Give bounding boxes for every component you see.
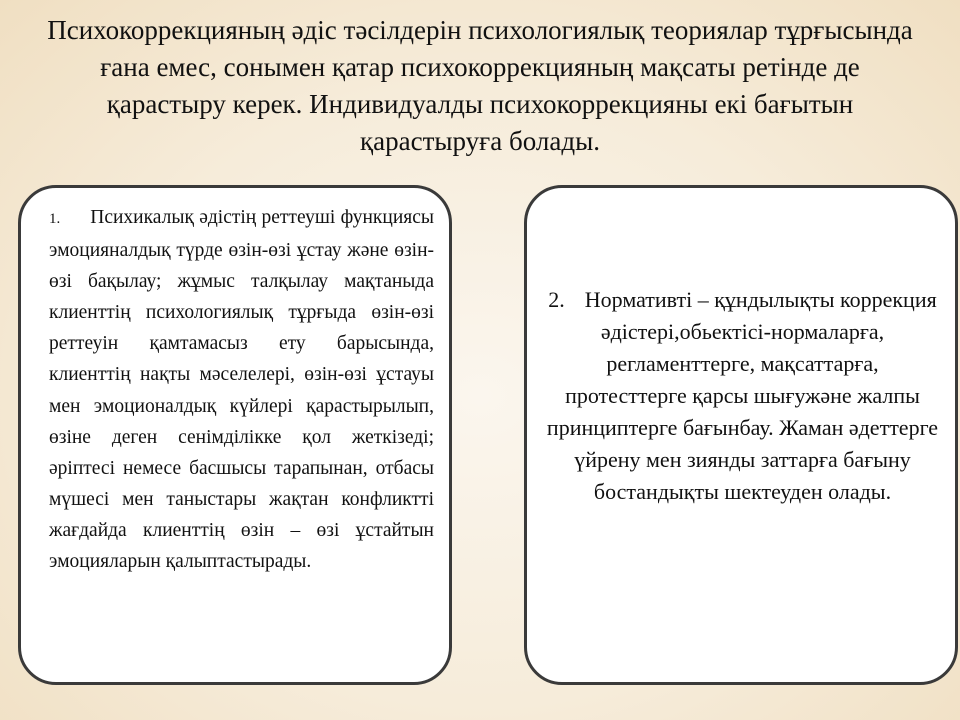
left-card-number: 1. xyxy=(49,211,61,227)
right-card xyxy=(524,185,958,685)
right-card-text: Нормативті – құндылықты коррекция әдістері,обьектісі-нормаларға, регламенттерге, мақсаттарға, протесттерге қарсы шығужәне жалпы принциптерге бағынбау. Жаман әдеттерге үйрену мен зиянды заттарға бағыну бостандықты шектеуден олады. xyxy=(546,287,939,504)
slide-title: Психокоррекцияның әдіс тәсілдерін психологиялық теориялар тұрғысында ғана емес, сонымен қатар психокоррекцияның мақсаты ретінде де қарастыру керек. Индивидуалды психокоррекцияны екі бағытын қарастыруға болады. xyxy=(47,15,913,156)
left-card-text: Психикалық әдістің реттеуші функциясы эмоцияналдық түрде өзін-өзі ұстау және өзін-өзі бақылау; жұмыс талқылау мақтаныда клиенттің психологиялық тұрғыда өзін-өзі реттеуін қамтамасыз ету барысында, клиенттің нақты мәселелері, өзін-өзі ұстауы мен эмоционалдық күйлері қарастырылып, өзіне деген сенімділікке қол жеткізеді; әріптесі немесе басшысы тарапынан, отбасы мүшесі мен таныстары жақтан конфликтті жағдайда клиенттің өзін – өзі ұстайтын эмоцияларын қалыптастырады. xyxy=(49,207,434,573)
right-card-number: 2. xyxy=(548,287,565,312)
right-card-body xyxy=(545,284,940,508)
left-card xyxy=(18,185,452,685)
left-card-body xyxy=(49,202,434,577)
